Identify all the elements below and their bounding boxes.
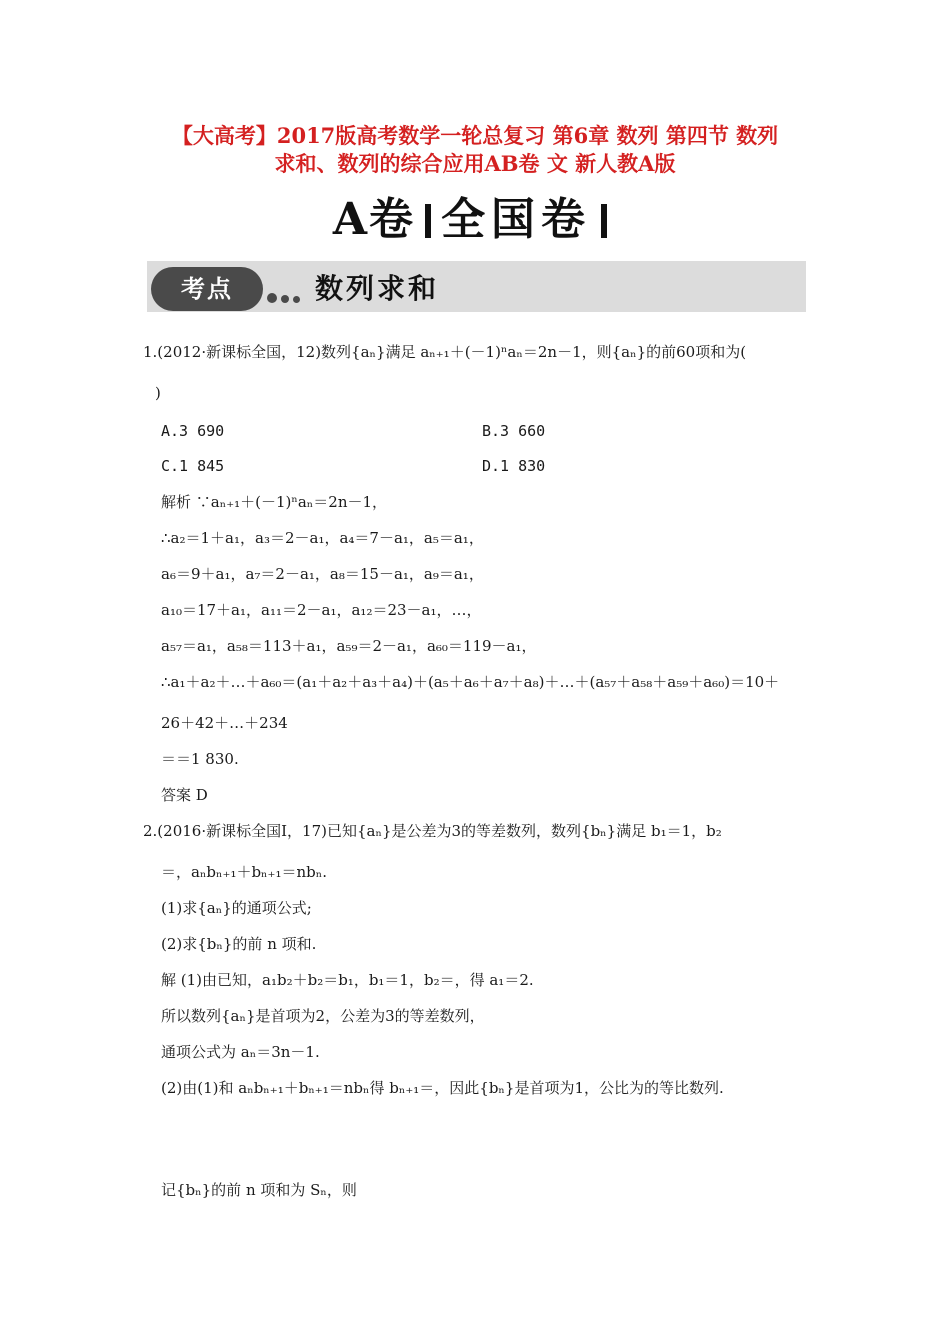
- q1-analysis-line: a₅₇＝a₁，a₅₈＝113＋a₁，a₅₉＝2－a₁，a₆₀＝119－a₁，: [161, 637, 537, 655]
- q1-analysis-line: ＝＝1 830.: [161, 750, 239, 768]
- q1-option-a: A.3 690: [161, 422, 225, 440]
- divider-bar-icon: [601, 204, 607, 238]
- volume-heading: [0, 183, 950, 247]
- q1-stem: 1.(2012·新课标全国，12)数列{aₙ}满足 aₙ₊₁＋(－1)ⁿaₙ＝2n－1，则{aₙ}的前60项和为(: [143, 343, 747, 361]
- q2-part-1: (1)求{aₙ}的通项公式;: [161, 899, 312, 917]
- q2-solution-line: 所以数列{aₙ}是首项为2，公差为3的等差数列，: [161, 1007, 485, 1025]
- q1-analysis-line: ∴a₁＋a₂＋…＋a₆₀＝(a₁＋a₂＋a₃＋a₄)＋(a₅＋a₆＋a₇＋a₈)＋…＋(a₅₇＋a₅₈＋a₅₉＋a₆₀)＝10＋: [161, 673, 780, 691]
- section-badge: 考点: [151, 267, 263, 311]
- national-paper-label: 全国卷: [441, 194, 592, 245]
- volume-a-label: A卷: [332, 194, 416, 245]
- q1-option-d: D.1 830: [482, 457, 546, 475]
- q1-analysis-line: a₁₀＝17＋a₁，a₁₁＝2－a₁，a₁₂＝23－a₁，…，: [161, 601, 482, 619]
- q2-stem-cont: ＝，aₙbₙ₊₁＋bₙ₊₁＝nbₙ.: [161, 863, 327, 881]
- q2-part-2: (2)求{bₙ}的前 n 项和.: [161, 935, 317, 953]
- q2-solution: 解 (1)由已知，a₁b₂＋b₂＝b₁，b₁＝1，b₂＝，得 a₁＝2.: [161, 971, 534, 989]
- q2-solution-line: (2)由(1)和 aₙbₙ₊₁＋bₙ₊₁＝nbₙ得 bₙ₊₁＝，因此{bₙ}是首项为1，公比为的等比数列.: [161, 1079, 724, 1097]
- q2-solution-line: 通项公式为 aₙ＝3n－1.: [161, 1043, 320, 1061]
- q1-option-b: B.3 660: [482, 422, 546, 440]
- q1-stem-close: ): [155, 384, 161, 402]
- q2-stem: 2.(2016·新课标全国Ⅰ，17)已知{aₙ}是公差为3的等差数列，数列{bₙ}满足 b₁＝1，b₂: [143, 822, 722, 840]
- section-banner: [147, 261, 806, 312]
- dots-icon: [267, 288, 304, 307]
- q1-analysis-line: 26＋42＋…＋234: [161, 714, 288, 732]
- q1-analysis: 解析 ∵aₙ₊₁＋(－1)ⁿaₙ＝2n－1，: [161, 493, 388, 511]
- q1-answer: 答案 D: [161, 786, 208, 804]
- divider-bar-icon: [425, 204, 431, 238]
- q1-analysis-line: a₆＝9＋a₁，a₇＝2－a₁，a₈＝15－a₁，a₉＝a₁，: [161, 565, 484, 583]
- q1-analysis-line: ∴a₂＝1＋a₁，a₃＝2－a₁，a₄＝7－a₁，a₅＝a₁，: [161, 529, 484, 547]
- section-title: 数列求和: [315, 272, 440, 305]
- document-title-line-2: 求和、数列的综合应用AB卷 文 新人教A版: [274, 151, 676, 176]
- q2-solution-line: 记{bₙ}的前 n 项和为 Sₙ，则: [161, 1181, 357, 1199]
- q1-option-c: C.1 845: [161, 457, 225, 475]
- document-title-line-1: 【大高考】2017版高考数学一轮总复习 第6章 数列 第四节 数列: [171, 123, 779, 148]
